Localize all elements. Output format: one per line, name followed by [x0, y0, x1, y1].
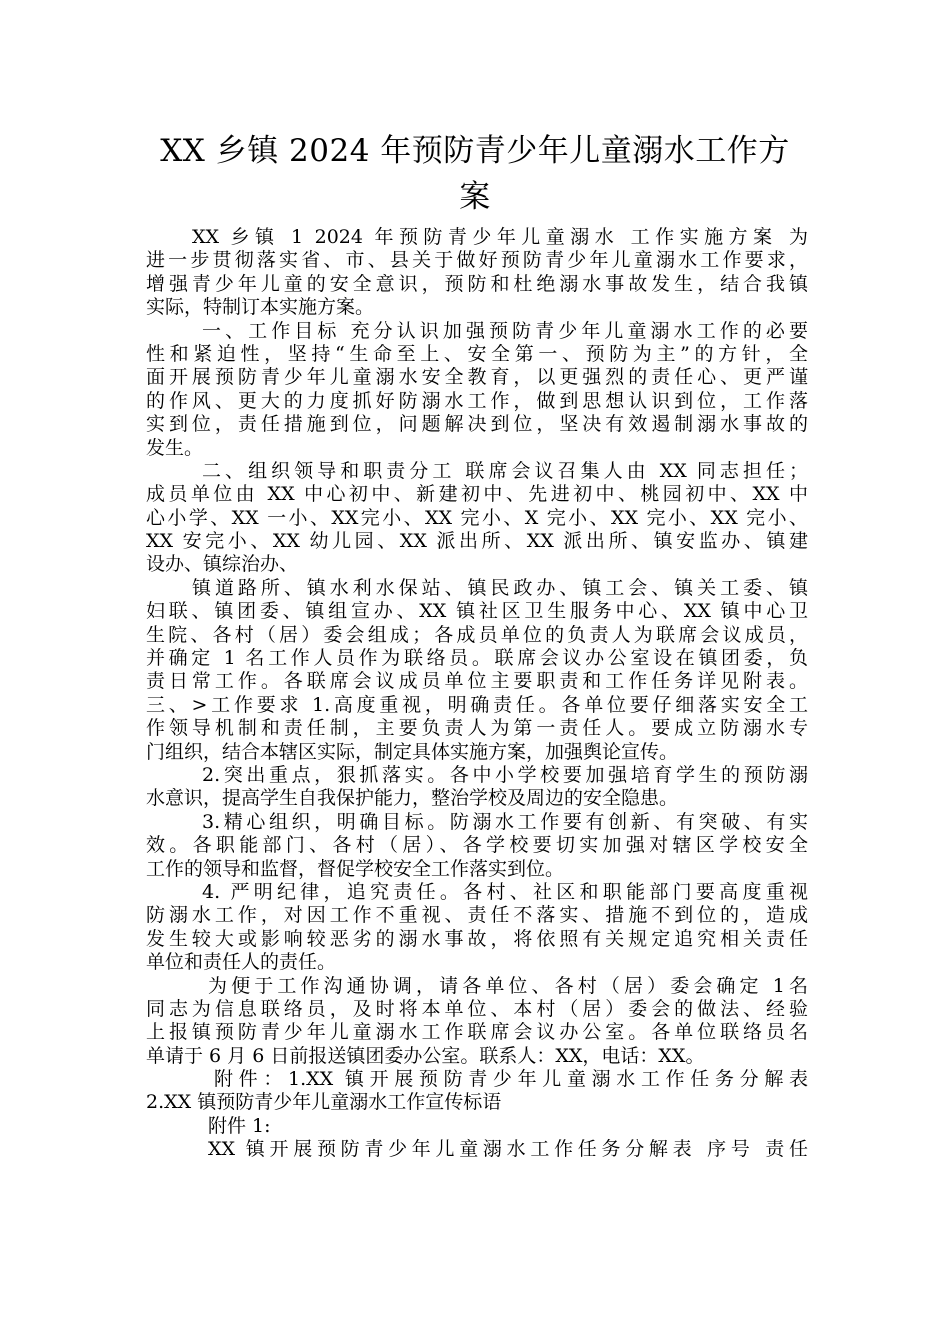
- title-line-2: 案: [459, 179, 491, 215]
- body-line: 的作风、更大的力度抓好防溺水工作，做到思想认识到位，工作落: [146, 389, 808, 412]
- body-line: 3.精心组织，明确目标。防溺水工作要有创新、有突破、有实: [202, 810, 808, 833]
- document-body: [146, 226, 808, 1162]
- document-title: [120, 128, 830, 220]
- body-line: 妇联、镇团委、镇组宣办、XX 镇社区卫生服务中心、XX 镇中心卫: [146, 600, 808, 623]
- body-line: XX 乡镇 1 2024 年预防青少年儿童溺水 工作实施方案 为: [192, 226, 808, 248]
- body-line: 工作的领导和监督，督促学校安全工作落实到位。: [146, 857, 565, 880]
- body-line: 并确定 1 名工作人员作为联络员。联席会议办公室设在镇团委，负: [146, 647, 808, 670]
- body-line: 进一步贯彻落实省、市、县关于做好预防青少年儿童溺水工作要求，: [146, 249, 808, 272]
- body-line: 性和紧迫性，坚持“生命至上、安全第一、预防为主”的方针，全: [146, 342, 808, 365]
- body-line: 心小学、XX 一小、XX完小、XX 完小、X 完小、XX 完小、XX 完小、: [146, 506, 808, 529]
- attachment-1-label: 附件 1:: [208, 1114, 271, 1137]
- section-heading-organization: 二、组织领导和职责分工 联席会议召集人由 XX 同志担任；: [202, 459, 808, 482]
- body-line: 成员单位由 XX 中心初中、新建初中、先进初中、桃园初中、XX 中: [146, 483, 808, 506]
- attachment-1-table-heading: XX 镇开展预防青少年儿童溺水工作任务分解表 序号 责任: [208, 1138, 808, 1161]
- body-line: 单位和责任人的责任。: [146, 951, 337, 974]
- title-line-1: XX 乡镇 2024 年预防青少年儿童溺水工作方: [160, 133, 790, 169]
- body-line: 发生。: [146, 436, 204, 459]
- body-line: 设办、镇综治办、: [146, 553, 299, 576]
- body-line: 责日常工作。各联席会议成员单位主要职责和工作任务详见附表。: [146, 670, 808, 693]
- section-heading-goals: 一、工作目标 充分认识加强预防青少年儿童溺水工作的必要: [202, 319, 808, 342]
- body-line: 2.突出重点，狠抓落实。各中小学校要加强培育学生的预防溺: [202, 763, 808, 786]
- body-line: 实际，特制订本实施方案。: [146, 296, 375, 319]
- body-line: 作领导机制和责任制，主要负责人为第一责任人。要成立防溺水专: [146, 717, 808, 740]
- attachments-line: 2.XX 镇预防青少年儿童溺水工作宣传标语: [146, 1091, 502, 1114]
- body-line: 发生较大或影响较恶劣的溺水事故，将依照有关规定追究相关责任: [146, 927, 808, 950]
- body-line: 实到位，责任措施到位，问题解决到位，坚决有效遏制溺水事故的: [146, 413, 808, 436]
- section-heading-requirements: 三、>工作要求 1.高度重视，明确责任。各单位要仔细落实安全工: [146, 693, 808, 716]
- body-line: 效。各职能部门、各村（居）、各学校要切实加强对辖区学校安全: [146, 834, 808, 857]
- attachments-line: 附件：1.XX 镇开展预防青少年儿童溺水工作任务分解表: [214, 1068, 808, 1091]
- body-line: 上报镇预防青少年儿童溺水工作联席会议办公室。各单位联络员名: [146, 1021, 808, 1044]
- body-line: 同志为信息联络员，及时将本单位、本村（居）委会的做法、经验: [146, 997, 808, 1020]
- body-line: 生院、各村（居）委会组成；各成员单位的负责人为联席会议成员，: [146, 623, 808, 646]
- body-line: 单请于 6 月 6 日前报送镇团委办公室。联系人：XX，电话：XX。: [146, 1044, 705, 1067]
- body-line: 镇道路所、镇水利水保站、镇民政办、镇工会、镇关工委、镇: [192, 576, 808, 599]
- body-line: 增强青少年儿童的安全意识，预防和杜绝溺水事故发生，结合我镇: [146, 272, 808, 295]
- body-line: 为便于工作沟通协调，请各单位、各村（居）委会确定 1名: [208, 974, 808, 997]
- body-line: 门组织，结合本辖区实际，制定具体实施方案，加强舆论宣传。: [146, 740, 679, 763]
- body-line: 防溺水工作，对因工作不重视、责任不落实、措施不到位的，造成: [146, 904, 808, 927]
- body-line: XX 安完小、XX 幼儿园、XX 派出所、XX 派出所、镇安监办、镇建: [146, 530, 808, 553]
- body-line: 水意识，提高学生自我保护能力，整治学校及周边的安全隐患。: [146, 787, 679, 810]
- body-line: 面开展预防青少年儿童溺水安全教育，以更强烈的责任心、更严谨: [146, 366, 808, 389]
- body-line: 4. 严明纪律，追究责任。各村、社区和职能部门要高度重视: [202, 880, 808, 903]
